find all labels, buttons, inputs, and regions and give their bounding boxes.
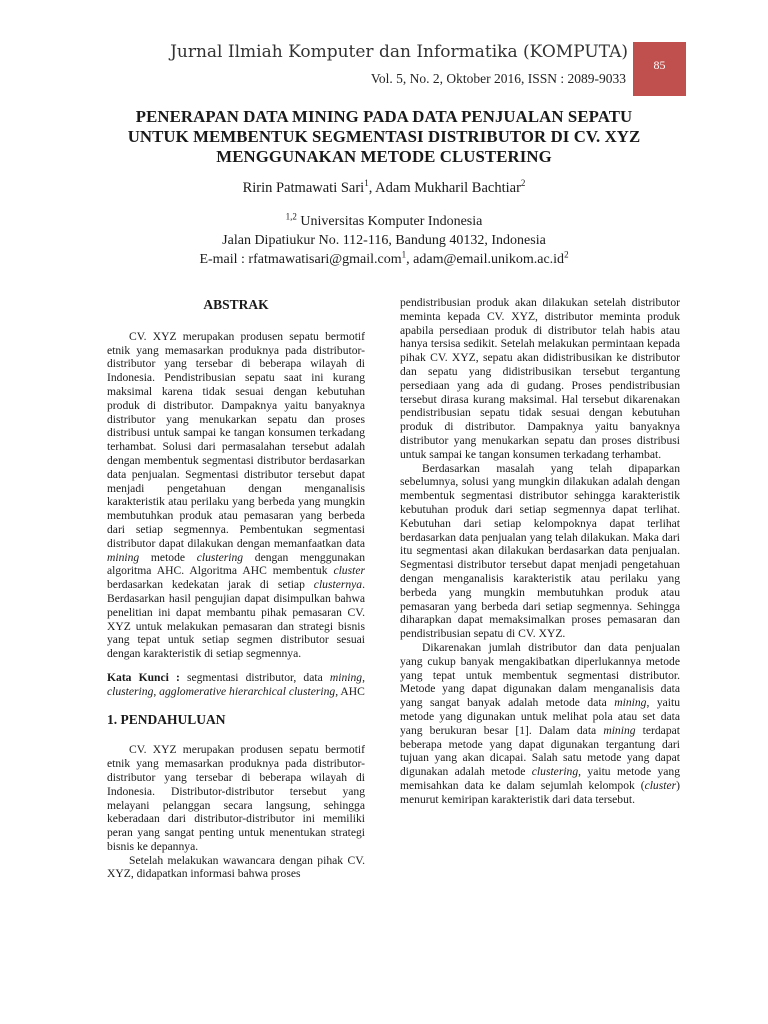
right-paragraph-1: pendistribusian produk akan dilakukan setelah distributor meminta kepada CV. XYZ, distributor meminta produk apabila persediaan produk di distributor telah habis atau hanya tersisa sedikit. Setelah melakukan permintaan kepada pihak CV. XYZ, sepatu akan didistribusikan ke distributor dan sepatu yang didistribusikan tersebut tergantung persediaan yang ada di gudang. Proses pendistribusian tersebut dirasa kurang maksimal. Hal tersebut dikarenakan pendistribusian sepatu tidak sesuai dengan kebutuhan produk di distributor. Dampaknya yaitu banyaknya distributor yang menukarkan sepatu dan proses distribusi untuk sampai ke tangan konsumen terkadang terhambat. xyxy=(400,296,680,461)
email-2: , adam@email.unikom.ac.id xyxy=(406,252,565,267)
affiliation-university xyxy=(0,212,768,231)
affiliation-sup: 1,2 xyxy=(285,211,297,222)
author-1-sup: 1 xyxy=(364,178,369,189)
university-name: Universitas Komputer Indonesia xyxy=(296,214,483,229)
right-column xyxy=(400,296,680,806)
page-number: 85 xyxy=(653,58,666,72)
intro-paragraph-2: Setelah melakukan wawancara dengan pihak CV. XYZ, didapatkan informasi bahwa proses xyxy=(107,853,365,881)
email-1: E-mail : rfatmawatisari@gmail.com xyxy=(199,252,402,267)
page-header xyxy=(0,42,768,104)
left-column xyxy=(107,293,365,881)
title-line-2: UNTUK MEMBENTUK SEGMENTASI DISTRIBUTOR DI CV. XYZ xyxy=(127,127,641,146)
keywords: Kata Kunci : segmentasi distributor, data mining, clustering, agglomerative hierarchical clustering, AHC xyxy=(107,670,365,698)
title-line-1: PENERAPAN DATA MINING PADA DATA PENJUALAN SEPATU xyxy=(135,107,633,126)
right-paragraph-3: Dikarenakan jumlah distributor dan data penjualan yang cukup banyak mengakibatkan diperlukannya metode yang tepat untuk membentuk segmentasi distributor. Metode yang dapat digunakan dalam menganalisis data yang sangat banyak adalah metode data mining, yaitu metode yang digunakan untuk melihat pola atau set data yang berukuran besar [1]. Dalam data mining terdapat beberapa metode yang dapat digunakan tergantung dari tujuan yang akan dicapai. Salah satu metode yang dapat digunakan adalah metode clustering, yaitu metode yang memisahkan data ke dalam sejumlah kelompok (cluster) menurut kemiripan karakteristik dari data tersebut. xyxy=(400,640,680,806)
section-heading-pendahuluan: 1. PENDAHULUAN xyxy=(107,711,226,727)
title-line-3: MENGGUNAKAN METODE CLUSTERING xyxy=(216,147,552,166)
affiliation xyxy=(0,212,768,269)
keywords-label: Kata Kunci : xyxy=(107,670,180,684)
journal-volume: Vol. 5, No. 2, Oktober 2016, ISSN : 2089-9033 xyxy=(370,71,626,86)
author-1: Ririn Patmawati Sari xyxy=(242,180,365,196)
author-list xyxy=(0,180,768,197)
right-paragraph-2: Berdasarkan masalah yang telah dipaparkan sebelumnya, solusi yang mungkin dilakukan adalah dengan membentuk segmentasi distributor sehingga karakteristik kebutuhan produk dari setiap segmennya dapat terlihat. Kebutuhan dari setiap kelompoknya dapat terlihat berdasarkan data penjualan yang telah dilakukan. Maka dari itu segmentasi akan dilakukan berdasarkan data penjualan. Segmentasi distributor tersebut dapat menjadi pengetahuan dengan menganalisis karakteristik atau perilaku yang berbeda yang mungkin membutuhkan produk atau pemasaran yang berbeda dari setiap segmennya. Sehingga diharapkan dapat memaksimalkan proses pemasaran dan pendistribusian sepatu di CV. XYZ. xyxy=(400,461,680,641)
abstract-heading: ABSTRAK xyxy=(203,297,269,312)
paper-title xyxy=(80,107,688,167)
email-2-sup: 2 xyxy=(564,249,569,260)
author-2: Adam Mukharil Bachtiar xyxy=(375,180,521,196)
author-2-sup: 2 xyxy=(520,178,526,189)
affiliation-address: Jalan Dipatiukur No. 112-116, Bandung 40132, Indonesia xyxy=(222,233,546,248)
abstract-paragraph: CV. XYZ merupakan produsen sepatu bermotif etnik yang memasarkan produknya pada distributor-distributor yang tersebar di beberapa wilayah di Indonesia. Pendistribusian sepatu saat ini kurang maksimal karena tidak sesuai dengan kebutuhan produk di distributor. Dampaknya yaitu banyaknya distributor yang menukarkan sepatu dan proses distribusi untuk sampai ke tangan konsumen terkadang terhambat. Solusi dari permasalahan tersebut adalah dengan membentuk segmentasi distributor berdasarkan data penjualan. Segmentasi distributor tersebut dapat menjadi pengetahuan dengan menganalisis karakteristik atau perilaku yang berbeda yang mungkin membutuhkan produk atau pemasaran yang berbeda dari setiap segmennya. Pembentukan segmentasi distributor dapat dilakukan dengan memanfaatkan data mining metode clustering dengan menggunakan algoritma AHC. Algoritma AHC membentuk cluster berdasarkan kedekatan jarak di setiap clusternya. Berdasarkan hasil pengujian dapat disimpulkan bahwa penelitian ini dapat membantu pihak pemasaran CV. XYZ untuk melakukan pemasaran dan strategi bisnis yang tepat untuk setiap segmen distributor sesuai dengan karakteristik di setiap segmennya. xyxy=(107,329,366,661)
journal-name: Jurnal Ilmiah Komputer dan Informatika (KOMPUTA) xyxy=(170,42,628,62)
intro-paragraph-1: CV. XYZ merupakan produsen sepatu bermotif etnik yang memasarkan produknya pada distributor-distributor yang tersebar di beberapa wilayah di Indonesia. Distributor-distributor tersebut yang melayani pelanggan secara langsung, sehingga keberadaan dari distributor-distributor ini memiliki peran yang sangat penting untuk menentukan strategi bisnis ke depannya. xyxy=(107,743,365,853)
author-separator: , xyxy=(368,180,376,196)
affiliation-email xyxy=(0,250,768,269)
email-1-sup: 1 xyxy=(401,249,407,260)
page-number-badge xyxy=(633,42,686,96)
